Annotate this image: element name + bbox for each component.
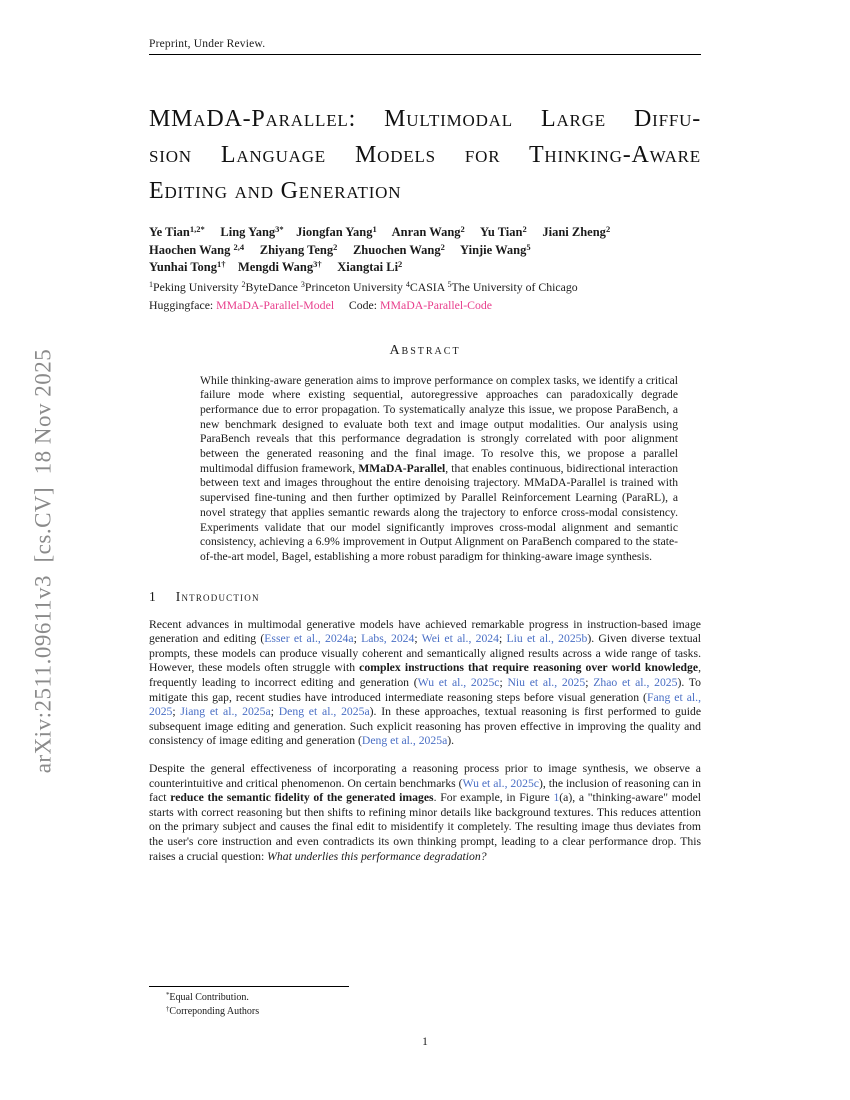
section-title: Introduction [175, 588, 260, 604]
section-number: 1 [149, 588, 156, 604]
text-run: ; [353, 632, 362, 646]
text-run [205, 225, 221, 239]
text-run [226, 260, 239, 274]
citation-link[interactable]: Wei et al., 2024 [421, 632, 499, 646]
text-run: While thinking-aware generation aims to improve performance on complex tasks, we identify a critical failure mode where existing sequential, autoregressive approaches can paradoxically degrade performance due to error propagation. To systematically analyze this issue, we propose ParaBench, a new benchmark designed to evaluate both text and image output modalities. Our analysis using ParaBench reveals that this performance degradation is strongly correlated with poor alignment between the generated reasoning and the final image. To resolve this, we propose a parallel multimodal diffusion framework, [200, 373, 678, 475]
text-run [322, 260, 338, 274]
footnote-corresponding-authors [149, 1005, 701, 1019]
text-run [465, 225, 480, 239]
text-run: ; [172, 705, 181, 719]
text-run: Ling Yang [220, 225, 276, 239]
arxiv-watermark [17, 282, 69, 840]
text-run: , that enables continuous, bidirectional interaction between text and images throughout the entire denoising trajectory. MMaDA-Parallel is trained with supervised fine-tuning and then further optimized by Parallel Reinforcement Learning (ParaRL), a novel strategy that applies semantic rewards along the trajectory to enforce cross-modal consistency. Experiments validate that our model significantly improves cross-modal alignment and semantic consistency, achieving a 6.9% improvement in Output Alignment on ParaBench compared to the state-of-the-art model, Bagel, establishing a more robust paradigm for thinking-aware image synthesis. [200, 461, 678, 563]
authors-line-1 [149, 224, 701, 242]
text-run: reduce the semantic fidelity of the generated images [170, 791, 434, 805]
text-run: 3 [300, 279, 305, 289]
text-run: What underlies this performance degradation? [267, 849, 487, 863]
text-run [527, 225, 543, 239]
paper-title-line-2: sion Language Models for Thinking-Aware [149, 142, 701, 168]
text-run: Yinjie Wang [460, 242, 527, 257]
text-run: ; [585, 676, 594, 690]
text-run: Jiani Zheng [542, 225, 606, 239]
text-run: ; [499, 676, 508, 690]
text-run [284, 225, 297, 239]
abstract-heading: Abstract [389, 342, 461, 358]
text-run: 4 [405, 279, 410, 289]
text-run: Code: [334, 298, 380, 312]
arxiv-watermark-text: arXiv:2511.09611v3 [cs.CV] 18 Nov 2025 [30, 348, 55, 774]
section-heading-introduction [149, 589, 701, 605]
paper-title-line-1: MMaDA-Parallel: Multimodal Large Diffu- [149, 106, 701, 132]
text-run: Anran Wang [391, 225, 461, 239]
text-run: 1,2* [189, 224, 205, 235]
text-run: MMaDA-Parallel [358, 461, 446, 475]
authors-block [149, 224, 701, 277]
text-run: 5 [447, 279, 452, 289]
text-run: CASIA [409, 279, 448, 294]
text-run: Equal Contribution. [169, 992, 249, 1003]
text-run: Zhiyang Teng [259, 242, 334, 257]
text-run: (a), a "thinking-aware" model starts with correct reasoning but then shifts to refining minor details like background textures. This reduces attention on the primary subject and causes the final edit to misidentify it completely. The resulting image thus deviates from the user's core instruction and even contradicts its own thinking prompt, leading to a clear performance drop. This raises a crucial question: [149, 791, 701, 863]
citation-link[interactable]: Labs, 2024 [361, 632, 415, 646]
text-run: ). Given diverse textual prompts, these models can produce visually coherent and semantically aligned results across a wide range of tasks. However, these models often struggle with [149, 632, 702, 675]
text-run [377, 225, 392, 239]
text-run: Princeton University [304, 279, 406, 294]
text-run: 3* [275, 224, 284, 235]
citation-link[interactable]: Jiang et al., 2025a [180, 705, 271, 719]
text-run: Mengdi Wang [238, 260, 314, 274]
intro-paragraph-1 [149, 618, 701, 749]
text-run: ; [498, 632, 507, 646]
text-run: Yunhai Tong [149, 260, 217, 274]
text-run: ). To mitigate this gap, recent studies have introduced intermediate reasoning steps before visual generation ( [149, 676, 701, 704]
text-run: 2 [440, 241, 445, 252]
text-run: Yu Tian [479, 225, 523, 239]
text-run: ). [447, 734, 455, 748]
resource-links [149, 298, 701, 313]
page-number: 1 [422, 1036, 428, 1048]
intro-paragraph-2 [149, 762, 701, 864]
text-run: Recent advances in multimodal generative models have achieved remarkable progress in instruction-based image generation and editing ( [149, 617, 701, 646]
header-rule [149, 54, 701, 55]
text-run [337, 243, 353, 257]
citation-link[interactable]: Deng et al., 2025a [278, 705, 370, 719]
citation-link[interactable]: Zhao et al., 2025 [593, 676, 678, 690]
text-run: * [166, 991, 170, 999]
citation-link[interactable]: Deng et al., 2025a [361, 734, 448, 748]
text-run: The University of Chicago [451, 279, 578, 294]
text-run: 2 [522, 224, 527, 235]
text-run: . For example, in Figure [433, 791, 554, 805]
abstract-body [200, 374, 678, 565]
citation-link[interactable]: Fang et al., 2025 [149, 690, 701, 719]
text-run: Zhuochen Wang [352, 242, 441, 257]
text-run: Xiangtai Li [337, 260, 399, 274]
citation-link[interactable]: Wu et al., 2025c [417, 676, 500, 690]
text-run: 3† [313, 259, 322, 270]
text-run: 2 [333, 241, 338, 252]
authors-line-2 [149, 242, 701, 260]
text-run: † [166, 1005, 170, 1013]
text-run: complex instructions that require reasoning over world knowledge [359, 661, 699, 675]
text-run: 2 [460, 224, 465, 235]
citation-link[interactable]: Esser et al., 2024a [264, 632, 354, 646]
header-note: Preprint, Under Review. [149, 38, 266, 50]
citation-link[interactable]: Liu et al., 2025b [506, 632, 588, 646]
text-run: 1† [217, 259, 226, 270]
text-run: 2,4 [233, 241, 245, 252]
code-repo-link[interactable]: MMaDA-Parallel-Code [379, 298, 493, 312]
text-run: 2 [605, 224, 611, 235]
page-content [149, 0, 701, 864]
text-run: ; [270, 705, 279, 719]
text-run: ByteDance [245, 279, 301, 294]
footnote-equal-contribution [149, 991, 701, 1005]
text-run: Haochen Wang [149, 242, 231, 257]
text-run [244, 243, 260, 257]
text-run: Correponding Authors [169, 1006, 260, 1017]
citation-link[interactable]: Wu et al., 2025c [462, 776, 539, 790]
paper-title [149, 101, 701, 209]
huggingface-model-link[interactable]: MMaDA-Parallel-Model [216, 298, 335, 312]
text-run: 2 [398, 259, 403, 270]
text-run: Jiongfan Yang [296, 225, 373, 239]
paper-title-line-3: Editing and Generation [149, 178, 402, 204]
text-run: Despite the general effectiveness of incorporating a reasoning process prior to image synthesis, we observe a counterintuitive and critical phenomenon. On certain benchmarks ( [149, 761, 701, 790]
text-run: 1 [149, 279, 154, 289]
text-run: 1 [372, 224, 377, 235]
citation-link[interactable]: Niu et al., 2025 [507, 676, 586, 690]
text-run: ), the inclusion of reasoning can in fact [149, 776, 701, 805]
text-run: ). In these approaches, textual reasoning is first performed to guide subsequent image editing and generation. Such explicit reasoning has proven effective in improving the quality and consistency of image editing and generation ( [149, 705, 702, 748]
footnotes [149, 986, 701, 1019]
affiliations [149, 280, 701, 297]
text-run: Huggingface: [149, 298, 217, 312]
text-run: 2 [241, 279, 246, 289]
footnote-rule [149, 986, 349, 987]
figure-1-reference[interactable]: 1 [553, 791, 560, 805]
authors-line-3 [149, 259, 701, 277]
text-run [445, 243, 460, 257]
text-run: 5 [526, 241, 531, 252]
text-run: Ye Tian [149, 225, 190, 239]
text-run: ; [414, 632, 422, 646]
text-run: Peking University [153, 279, 242, 294]
text-run: , frequently leading to incorrect editing and generation ( [149, 661, 702, 690]
